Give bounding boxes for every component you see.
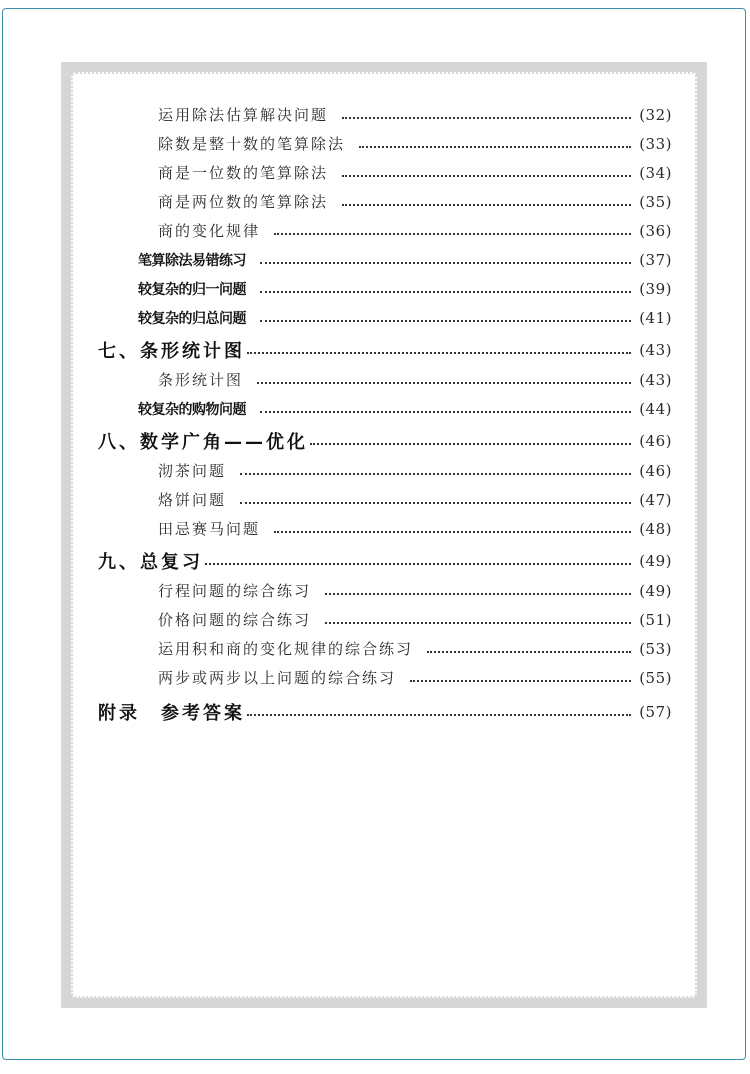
toc-entry-page-number: (46) [639,461,672,480]
toc-entry [98,365,672,394]
toc-entry [98,187,672,216]
toc-entry-page-number: (39) [639,279,672,298]
toc-entry-title: 七、条形统计图 [98,340,245,362]
toc-entry [98,394,672,423]
toc-chapter-entry [98,696,672,727]
toc-entry-page-number: (36) [639,221,672,240]
dot-leader [342,175,631,177]
dot-leader [240,502,631,504]
dot-leader [260,411,631,413]
dot-leader [427,651,631,653]
dot-leader [274,531,631,533]
dot-leader [359,146,631,148]
toc-entry [98,303,672,332]
toc-entry [98,576,672,605]
toc-entry-page-number: (35) [639,192,672,211]
toc-entry [98,514,672,543]
dot-leader [257,382,631,384]
toc-entry-page-number: (41) [639,308,672,327]
toc-entry-page-number: (43) [639,340,672,359]
toc-entry-title: 田忌赛马问题 [158,520,261,538]
toc-entry-page-number: (57) [639,702,672,721]
toc-entry-page-number: (32) [639,105,672,124]
toc-chapter-entry [98,545,672,576]
dot-leader [260,291,631,293]
toc-entry-title: 商是一位数的笔算除法 [158,164,329,182]
toc-entry-page-number: (49) [639,551,672,570]
toc-entry [98,605,672,634]
dot-leader [240,473,631,475]
toc-entry-title: 较复杂的购物问题 [138,401,246,418]
toc-entry [98,129,672,158]
toc-entry-page-number: (48) [639,519,672,538]
toc-entry-page-number: (37) [639,250,672,269]
dot-leader [342,117,631,119]
toc-entry-title: 商的变化规律 [158,222,261,240]
toc-entry-page-number: (55) [639,668,672,687]
toc-entry [98,100,672,129]
toc-entry-title: 九、总复习 [98,551,203,573]
toc-entry-page-number: (53) [639,639,672,658]
toc-chapter-entry [98,425,672,456]
toc-entry [98,274,672,303]
toc-entry-title: 行程问题的综合练习 [158,582,312,600]
toc-entry-title: 运用积和商的变化规律的综合练习 [158,640,414,658]
toc-entry-page-number: (43) [639,370,672,389]
toc-entry-title: 两步或两步以上问题的综合练习 [158,669,397,687]
toc-entry [98,663,672,692]
toc-entry-page-number: (51) [639,610,672,629]
toc-chapter-entry [98,334,672,365]
toc-entry-title: 较复杂的归总问题 [138,310,246,327]
dot-leader [274,233,631,235]
toc-entry [98,245,672,274]
dot-leader [247,352,631,354]
dot-leader [310,443,631,445]
toc-entry-title: 较复杂的归一问题 [138,281,246,298]
toc-entry-title: 笔算除法易错练习 [138,252,246,269]
toc-entry-title: 商是两位数的笔算除法 [158,193,329,211]
toc-entry-title: 烙饼问题 [158,491,227,509]
toc-entry-title: 运用除法估算解决问题 [158,106,329,124]
toc-entry [98,634,672,663]
table-of-contents [98,100,672,727]
toc-entry-page-number: (34) [639,163,672,182]
toc-entry-page-number: (46) [639,431,672,450]
toc-entry [98,485,672,514]
toc-entry [98,456,672,485]
toc-entry-title: 沏茶问题 [158,462,227,480]
dot-leader [325,622,631,624]
dot-leader [260,320,631,322]
toc-entry-title: 除数是整十数的笔算除法 [158,135,346,153]
dot-leader [342,204,631,206]
toc-entry-title: 条形统计图 [158,371,244,389]
toc-entry [98,158,672,187]
dot-leader [205,563,631,565]
toc-entry-title: 价格问题的综合练习 [158,611,312,629]
toc-entry-page-number: (33) [639,134,672,153]
toc-entry-page-number: (47) [639,490,672,509]
toc-entry-title: 八、数学广角——优化 [98,431,308,453]
dot-leader [260,262,631,264]
toc-entry-page-number: (49) [639,581,672,600]
dot-leader [325,593,631,595]
toc-entry-title: 附录 参考答案 [98,702,245,724]
dot-leader [247,714,631,716]
toc-entry [98,216,672,245]
toc-entry-page-number: (44) [639,399,672,418]
dot-leader [410,680,631,682]
